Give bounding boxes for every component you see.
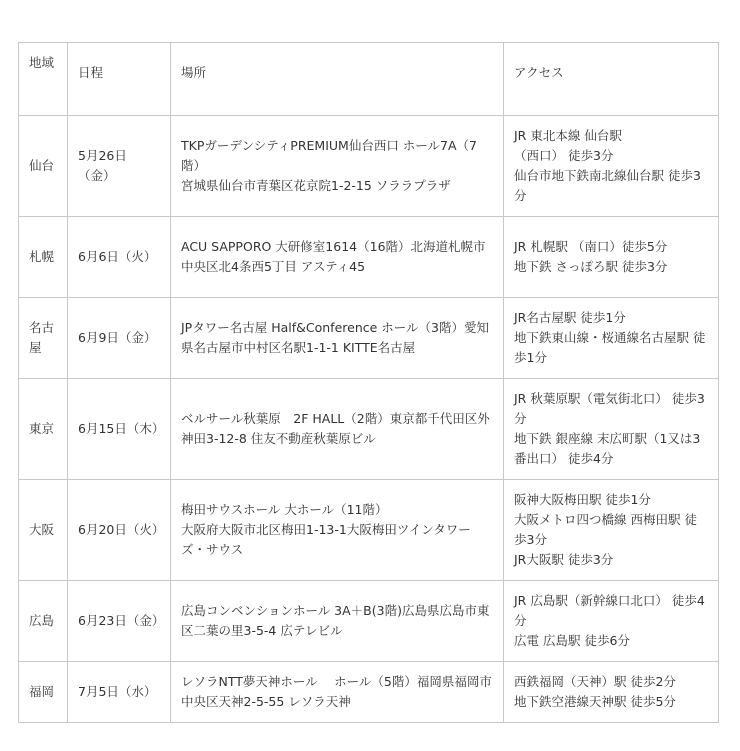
cell-access: JR 広島駅（新幹線口北口） 徒歩4分 広電 広島駅 徒歩6分 bbox=[504, 581, 719, 662]
table-row bbox=[19, 480, 719, 581]
cell-date: 5月26日 （金） bbox=[68, 116, 171, 217]
cell-region: 仙台 bbox=[19, 116, 68, 217]
cell-region: 大阪 bbox=[19, 480, 68, 581]
cell-region: 東京 bbox=[19, 379, 68, 480]
cell-access: JR名古屋駅 徒歩1分 地下鉄東山線・桜通線名古屋駅 徒歩1分 bbox=[504, 298, 719, 379]
schedule-table bbox=[18, 42, 719, 723]
cell-venue: TKPガーデンシティPREMIUM仙台西口 ホール7A（7階） 宮城県仙台市青葉区花京院1-2-15 ソララプラザ bbox=[171, 116, 504, 217]
cell-date: 6月23日（金） bbox=[68, 581, 171, 662]
cell-venue: ベルサール秋葉原 2F HALL（2階）東京都千代田区外神田3-12-8 住友不動産秋葉原ビル bbox=[171, 379, 504, 480]
cell-access: JR 秋葉原駅（電気街北口） 徒歩3分 地下鉄 銀座線 末広町駅（1又は3番出口） 徒歩4分 bbox=[504, 379, 719, 480]
table-row bbox=[19, 116, 719, 217]
header-region: 地域 bbox=[19, 43, 68, 116]
cell-access: JR 札幌駅 （南口）徒歩5分 地下鉄 さっぽろ駅 徒歩3分 bbox=[504, 217, 719, 298]
cell-region: 広島 bbox=[19, 581, 68, 662]
cell-date: 6月9日（金） bbox=[68, 298, 171, 379]
cell-date: 6月15日（木） bbox=[68, 379, 171, 480]
table-row bbox=[19, 581, 719, 662]
cell-date: 6月20日（火） bbox=[68, 480, 171, 581]
cell-venue: JPタワー名古屋 Half&Conference ホール（3階）愛知県名古屋市中村区名駅1-1-1 KITTE名古屋 bbox=[171, 298, 504, 379]
table-row bbox=[19, 662, 719, 723]
cell-region: 福岡 bbox=[19, 662, 68, 723]
table-row bbox=[19, 379, 719, 480]
cell-access: 阪神大阪梅田駅 徒歩1分 大阪メトロ四つ橋線 西梅田駅 徒歩3分 JR大阪駅 徒歩3分 bbox=[504, 480, 719, 581]
cell-region: 札幌 bbox=[19, 217, 68, 298]
header-date: 日程 bbox=[68, 43, 171, 116]
cell-venue: 広島コンベンションホール 3A＋B(3階)広島県広島市東区二葉の里3-5-4 広テレビル bbox=[171, 581, 504, 662]
cell-venue: レソラNTT夢天神ホール ホール（5階）福岡県福岡市中央区天神2-5-55 レソラ天神 bbox=[171, 662, 504, 723]
cell-access: JR 東北本線 仙台駅 （西口） 徒歩3分 仙台市地下鉄南北線仙台駅 徒歩3分 bbox=[504, 116, 719, 217]
cell-region: 名古屋 bbox=[19, 298, 68, 379]
table-row bbox=[19, 217, 719, 298]
cell-date: 7月5日（水） bbox=[68, 662, 171, 723]
header-access: アクセス bbox=[504, 43, 719, 116]
cell-date: 6月6日（火） bbox=[68, 217, 171, 298]
cell-access: 西鉄福岡（天神）駅 徒歩2分 地下鉄空港線天神駅 徒歩5分 bbox=[504, 662, 719, 723]
cell-venue: ACU SAPPORO 大研修室1614（16階）北海道札幌市中央区北4条西5丁目 アスティ45 bbox=[171, 217, 504, 298]
header-venue: 場所 bbox=[171, 43, 504, 116]
cell-venue: 梅田サウスホール 大ホール（11階） 大阪府大阪市北区梅田1-13-1大阪梅田ツインタワーズ・サウス bbox=[171, 480, 504, 581]
table-row bbox=[19, 298, 719, 379]
table-header-row bbox=[19, 43, 719, 116]
